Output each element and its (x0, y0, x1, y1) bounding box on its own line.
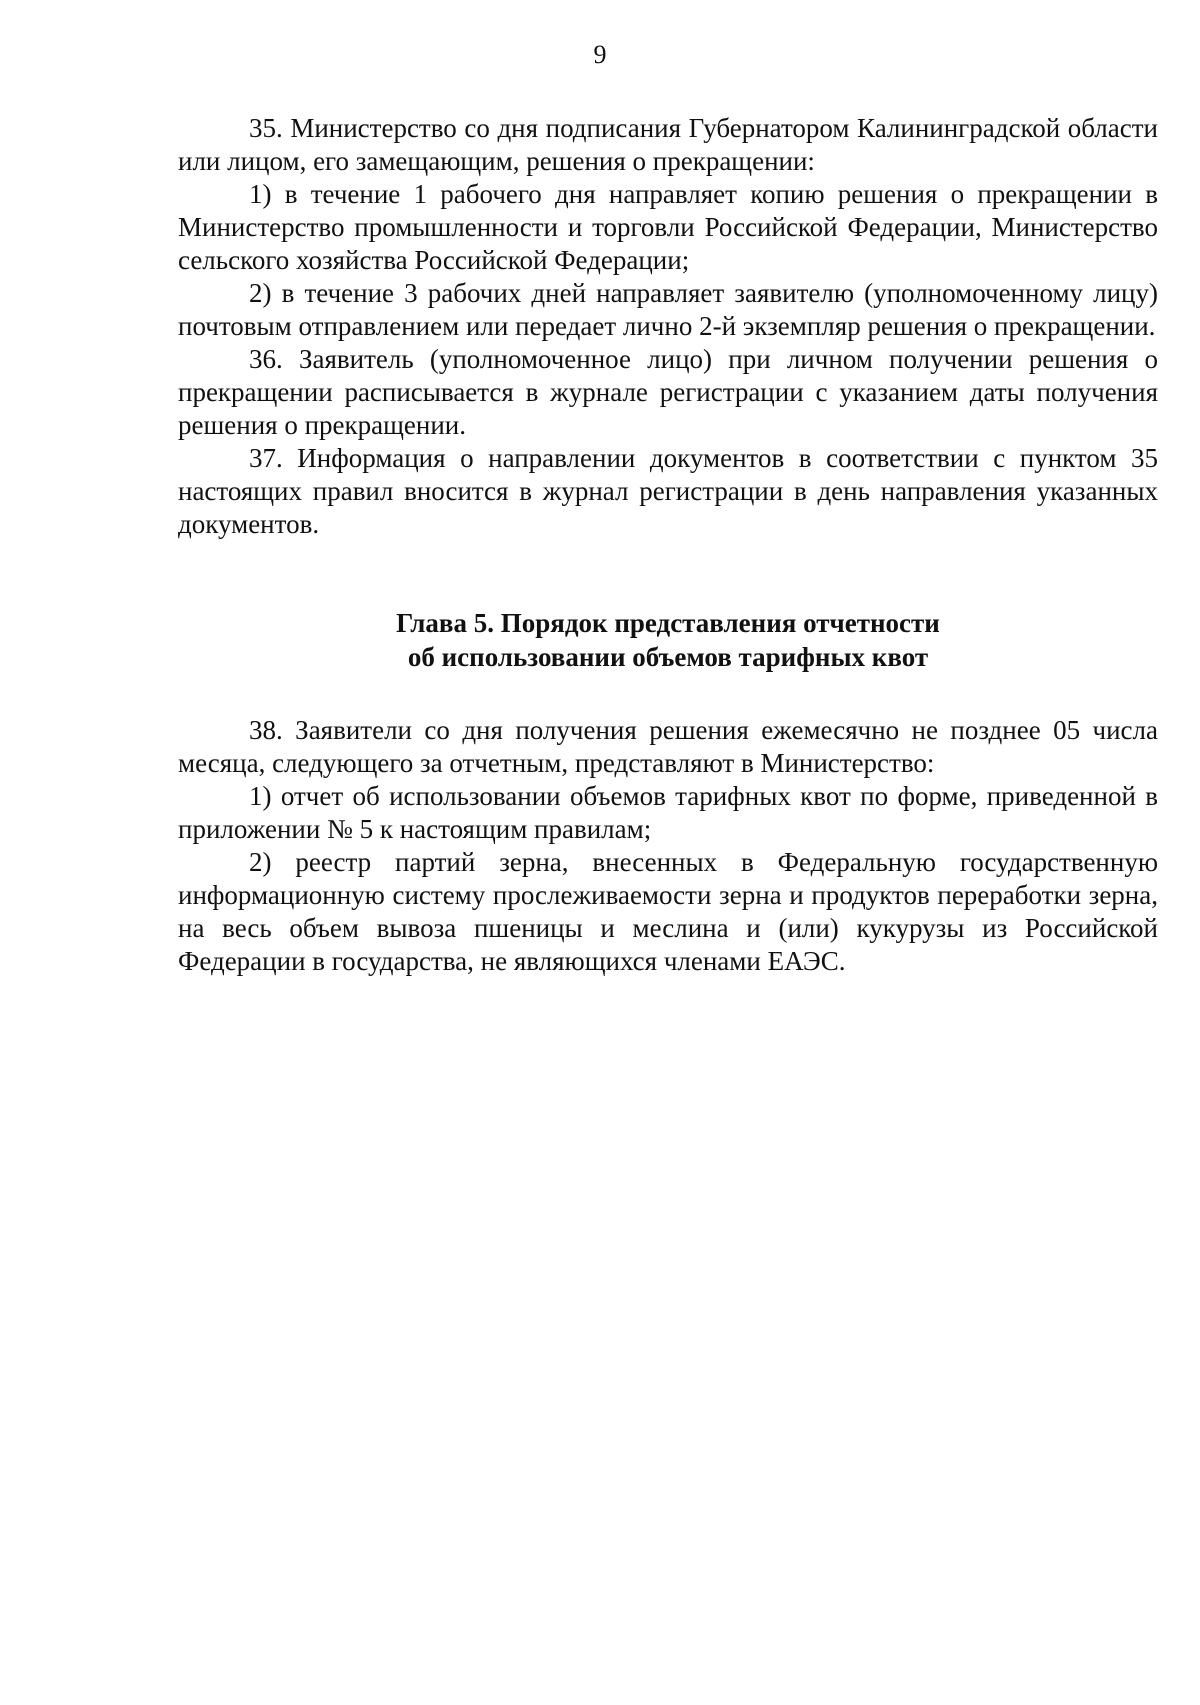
paragraph-38: 38. Заявители со дня получения решения ежемесячно не позднее 05 числа месяца, следующего за отчетным, представляют в Министерство: (178, 715, 1158, 778)
paragraph-37: 37. Информация о направлении документов в соответствии с пунктом 35 настоящих правил вносится в журнал регистрации в день направления указанных документов. (178, 443, 1158, 539)
paragraph-38-item-2: 2) реестр партий зерна, внесенных в Федеральную государственную информационную систему прослеживаемости зерна и продуктов переработки зерна, на весь объем вывоза пшеницы и меслина и (или) кукурузы из Российской Федерации в государства, не являющихся членами ЕАЭС. (178, 847, 1158, 976)
chapter-heading (178, 606, 1158, 674)
paragraph-38-item-1: 1) отчет об использовании объемов тарифных квот по форме, приведенной в приложении № 5 к настоящим правилам; (178, 781, 1158, 844)
paragraph-35-item-2: 2) в течение 3 рабочих дней направляет заявителю (уполномоченному лицу) почтовым отправлением или передает лично 2-й экземпляр решения о прекращении. (178, 278, 1158, 341)
section-bottom (178, 714, 1158, 978)
page-number: 9 (593, 40, 607, 69)
paragraph-35: 35. Министерство со дня подписания Губернатором Калининградской области или лицом, его замещающим, решения о прекращении: (178, 113, 1158, 176)
paragraph-35-item-1: 1) в течение 1 рабочего дня направляет копию решения о прекращении в Министерство промышленности и торговли Российской Федерации, Министерство сельского хозяйства Российской Федерации; (178, 179, 1158, 275)
chapter-heading-line-1: Глава 5. Порядок представления отчетности (396, 608, 940, 638)
section-top (178, 112, 1158, 541)
chapter-heading-line-2: об использовании объемов тарифных квот (407, 642, 929, 672)
paragraph-36: 36. Заявитель (уполномоченное лицо) при личном получении решения о прекращении расписывается в журнале регистрации с указанием даты получения решения о прекращении. (178, 344, 1158, 440)
